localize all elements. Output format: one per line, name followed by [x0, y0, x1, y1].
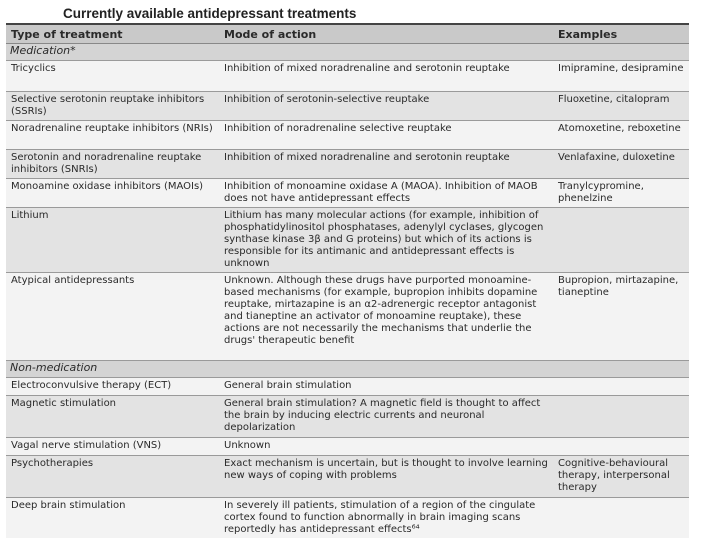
- type-cell: Tricyclics: [6, 61, 220, 92]
- examples-cell: Fluoxetine, citalopram: [554, 92, 689, 121]
- header-row: [6, 25, 689, 44]
- type-cell: Monoamine oxidase inhibitors (MAOIs): [6, 179, 220, 208]
- table-row: [6, 61, 689, 92]
- table-row: [6, 438, 689, 456]
- table-row: [6, 150, 689, 179]
- mode-cell: Inhibition of serotonin-selective reuptake: [220, 92, 554, 121]
- examples-cell: Imipramine, desipramine: [554, 61, 689, 92]
- section-non-medication: [6, 361, 689, 378]
- mode-cell: Inhibition of monoamine oxidase A (MAOA). Inhibition of MAOB does not have antidepressant effects: [220, 179, 554, 208]
- type-cell: Vagal nerve stimulation (VNS): [6, 438, 220, 456]
- header-mode: Mode of action: [220, 25, 554, 44]
- section-label: Non-medication: [6, 361, 689, 378]
- type-cell: Atypical antidepressants: [6, 273, 220, 361]
- mode-cell: Inhibition of mixed noradrenaline and serotonin reuptake: [220, 61, 554, 92]
- mode-cell: General brain stimulation? A magnetic field is thought to affect the brain by inducing electric currents and neuronal depolarization: [220, 396, 554, 438]
- examples-cell: [554, 438, 689, 456]
- examples-cell: [554, 498, 689, 539]
- header-type: Type of treatment: [6, 25, 220, 44]
- table-row: [6, 92, 689, 121]
- mode-cell: General brain stimulation: [220, 378, 554, 396]
- type-cell: Electroconvulsive therapy (ECT): [6, 378, 220, 396]
- table-row: [6, 498, 689, 539]
- antidepressant-table-figure: [6, 4, 689, 538]
- table-title: Currently available antidepressant treatments: [6, 4, 689, 25]
- table-row: [6, 179, 689, 208]
- examples-cell: Atomoxetine, reboxetine: [554, 121, 689, 150]
- section-medication: [6, 44, 689, 61]
- examples-cell: Tranylcypromine, phenelzine: [554, 179, 689, 208]
- table-row: [6, 378, 689, 396]
- mode-cell: Unknown: [220, 438, 554, 456]
- type-cell: Psychotherapies: [6, 456, 220, 498]
- treatments-table: [6, 25, 689, 538]
- header-examples: Examples: [554, 25, 689, 44]
- examples-cell: [554, 378, 689, 396]
- mode-cell: Exact mechanism is uncertain, but is thought to involve learning new ways of coping with problems: [220, 456, 554, 498]
- section-label: Medication*: [6, 44, 689, 61]
- type-cell: Magnetic stimulation: [6, 396, 220, 438]
- table-row: [6, 456, 689, 498]
- examples-cell: [554, 208, 689, 273]
- mode-cell: Inhibition of mixed noradrenaline and serotonin reuptake: [220, 150, 554, 179]
- mode-cell: In severely ill patients, stimulation of a region of the cingulate cortex found to function abnormally in brain imaging scans reportedly has antidepressant effects⁶⁴: [220, 498, 554, 539]
- table-row: [6, 396, 689, 438]
- examples-cell: Bupropion, mirtazapine, tianeptine: [554, 273, 689, 361]
- type-cell: Deep brain stimulation: [6, 498, 220, 539]
- table-row: [6, 121, 689, 150]
- examples-cell: [554, 396, 689, 438]
- type-cell: Serotonin and noradrenaline reuptake inhibitors (SNRIs): [6, 150, 220, 179]
- type-cell: Lithium: [6, 208, 220, 273]
- table-row: [6, 273, 689, 361]
- mode-cell: Unknown. Although these drugs have purported monoamine-based mechanisms (for example, bupropion inhibits dopamine reuptake, mirtazapine is an α2-adrenergic receptor antagonist and tianeptine an activator of monoamine reuptake), these actions are not necessarily the mechanisms that underlie the drugs' therapeutic benefit: [220, 273, 554, 361]
- table-row: [6, 208, 689, 273]
- mode-cell: Lithium has many molecular actions (for example, inhibition of phosphatidylinositol phosphatases, adenylyl cyclases, glycogen synthase kinase 3β and G proteins) but which of its actions is responsible for its antimanic and antidepressant effects is unknown: [220, 208, 554, 273]
- examples-cell: Venlafaxine, duloxetine: [554, 150, 689, 179]
- examples-cell: Cognitive-behavioural therapy, interpersonal therapy: [554, 456, 689, 498]
- type-cell: Selective serotonin reuptake inhibitors (SSRIs): [6, 92, 220, 121]
- type-cell: Noradrenaline reuptake inhibitors (NRIs): [6, 121, 220, 150]
- mode-cell: Inhibition of noradrenaline selective reuptake: [220, 121, 554, 150]
